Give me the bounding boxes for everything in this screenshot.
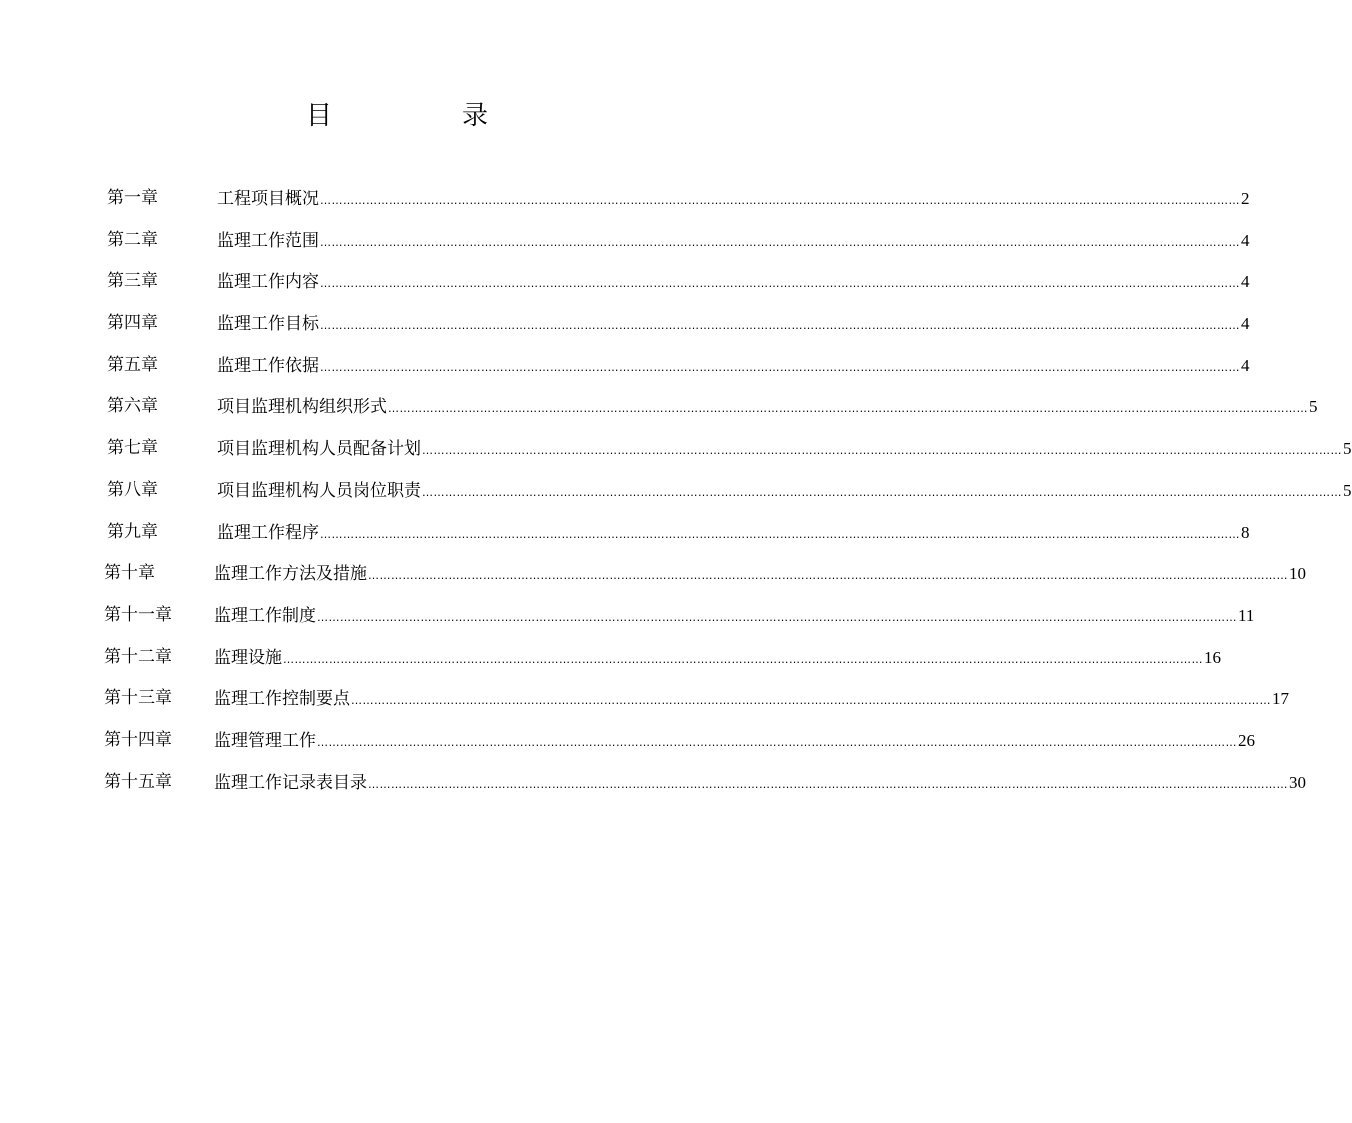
toc-entry — [217, 386, 1318, 430]
toc-row[interactable] — [0, 762, 1306, 804]
toc-entry-title: 监理工作方法及措施 — [214, 564, 367, 585]
toc-row[interactable] — [0, 261, 1250, 303]
toc-entry — [217, 220, 1250, 264]
toc-entry-title: 监理工作制度 — [214, 605, 316, 626]
toc-entry — [217, 470, 1352, 514]
toc-page-number: 4 — [1241, 355, 1250, 375]
toc-entry-title: 监理工作程序 — [217, 522, 319, 543]
toc-entry — [217, 178, 1250, 222]
toc-entry — [217, 428, 1352, 472]
toc-chapter-label: 第一章 — [107, 188, 158, 208]
dot-leader: …………………………………………………………………………………………………………………………………………………………………………………………………………………… — [283, 652, 1203, 666]
toc-entry-title: 项目监理机构人员岗位职责 — [217, 480, 421, 501]
toc-entry — [214, 762, 1306, 806]
toc-page-number: 10 — [1289, 564, 1306, 584]
toc-row[interactable] — [0, 512, 1250, 554]
dot-leader: …………………………………………………………………………………………………………………………………………………………………………………………………………………… — [388, 402, 1308, 416]
toc-page-number: 17 — [1272, 689, 1289, 709]
toc-entry — [214, 637, 1221, 681]
toc-page-number: 2 — [1241, 189, 1250, 208]
toc-row[interactable] — [0, 595, 1255, 637]
toc-entry — [217, 303, 1250, 347]
toc-chapter-label: 第十五章 — [104, 771, 172, 792]
dot-leader: …………………………………………………………………………………………………………………………………………………………………………………………………………………… — [351, 694, 1271, 708]
toc-chapter-label: 第五章 — [107, 354, 158, 375]
toc-entry-title: 项目监理机构人员配备计划 — [217, 439, 421, 460]
toc-row[interactable] — [0, 553, 1306, 595]
toc-entry-title: 监理工作内容 — [217, 272, 319, 293]
toc-entry-title: 项目监理机构组织形式 — [217, 397, 387, 418]
toc-page-number: 8 — [1241, 522, 1250, 542]
dot-leader: …………………………………………………………………………………………………………………………………………………………………………………………………………………… — [317, 735, 1237, 749]
toc-page-number: 4 — [1241, 272, 1250, 292]
dot-leader: …………………………………………………………………………………………………………………………………………………………………………………………………………………… — [317, 610, 1237, 624]
toc-page-number: 30 — [1289, 772, 1306, 792]
toc-entry — [214, 720, 1255, 764]
toc-row[interactable] — [0, 386, 1318, 428]
toc-chapter-label: 第九章 — [107, 521, 158, 542]
toc-entry-title: 监理工作范围 — [217, 230, 319, 251]
toc-row[interactable] — [0, 178, 1250, 220]
toc-chapter-label: 第三章 — [107, 271, 158, 292]
toc-page-number: 16 — [1204, 647, 1221, 667]
dot-leader: …………………………………………………………………………………………………………………………………………………………………………………………………………………… — [368, 569, 1288, 583]
toc-chapter-label: 第四章 — [107, 313, 158, 334]
toc-chapter-label: 第十二章 — [104, 646, 172, 667]
dot-leader: …………………………………………………………………………………………………………………………………………………………………………………………………………………… — [320, 527, 1240, 541]
toc-chapter-label: 第二章 — [107, 229, 158, 250]
toc-entry-title: 监理工作依据 — [217, 355, 319, 376]
dot-leader: …………………………………………………………………………………………………………………………………………………………………………………………………………………… — [320, 360, 1240, 374]
toc-entry — [217, 345, 1250, 389]
toc-chapter-label: 第十章 — [104, 563, 155, 584]
toc-entry — [214, 678, 1289, 722]
toc-entry-title: 监理工作目标 — [217, 314, 319, 335]
toc-row[interactable] — [0, 720, 1255, 762]
toc-chapter-label: 第十一章 — [104, 604, 172, 625]
toc-row[interactable] — [0, 303, 1250, 345]
dot-leader: …………………………………………………………………………………………………………………………………………………………………………………………………………………… — [422, 444, 1342, 458]
toc-entry-title: 监理工作记录表目录 — [214, 772, 367, 793]
toc-row[interactable] — [0, 345, 1250, 387]
toc-chapter-label: 第六章 — [107, 396, 158, 417]
dot-leader: …………………………………………………………………………………………………………………………………………………………………………………………………………………… — [320, 277, 1240, 291]
dot-leader: …………………………………………………………………………………………………………………………………………………………………………………………………………………… — [368, 777, 1288, 791]
dot-leader: …………………………………………………………………………………………………………………………………………………………………………………………………………………… — [422, 485, 1342, 499]
toc-page-number: 11 — [1238, 605, 1255, 625]
toc-chapter-label: 第十四章 — [104, 729, 172, 750]
dot-leader: …………………………………………………………………………………………………………………………………………………………………………………………………………………… — [320, 235, 1240, 249]
toc-row[interactable] — [0, 678, 1289, 720]
toc-entry — [217, 512, 1250, 556]
toc-entry-title: 监理工作控制要点 — [214, 689, 350, 710]
toc-page-number: 4 — [1241, 230, 1250, 250]
toc-page-number: 4 — [1241, 314, 1250, 334]
toc-chapter-label: 第八章 — [107, 479, 158, 500]
toc-entry-title: 监理管理工作 — [214, 730, 316, 751]
toc-entry-title: 工程项目概况 — [217, 189, 319, 209]
toc-chapter-label: 第十三章 — [104, 688, 172, 709]
toc-row[interactable] — [0, 428, 1352, 470]
page-title: 目 录 — [305, 101, 540, 131]
dot-leader: …………………………………………………………………………………………………………………………………………………………………………………………………………………… — [320, 194, 1240, 207]
toc-row[interactable] — [0, 637, 1221, 679]
toc-entry — [214, 595, 1255, 639]
toc-entry-title: 监理设施 — [214, 647, 282, 668]
table-of-contents — [0, 178, 1352, 803]
toc-row[interactable] — [0, 220, 1250, 262]
toc-page-number: 26 — [1238, 730, 1255, 750]
toc-row[interactable] — [0, 470, 1352, 512]
toc-page-number: 5 — [1343, 480, 1352, 500]
toc-page-number: 5 — [1343, 439, 1352, 459]
toc-entry — [214, 553, 1306, 597]
toc-page-number: 5 — [1309, 397, 1318, 417]
toc-chapter-label: 第七章 — [107, 438, 158, 459]
dot-leader: …………………………………………………………………………………………………………………………………………………………………………………………………………………… — [320, 319, 1240, 333]
toc-entry — [217, 261, 1250, 305]
